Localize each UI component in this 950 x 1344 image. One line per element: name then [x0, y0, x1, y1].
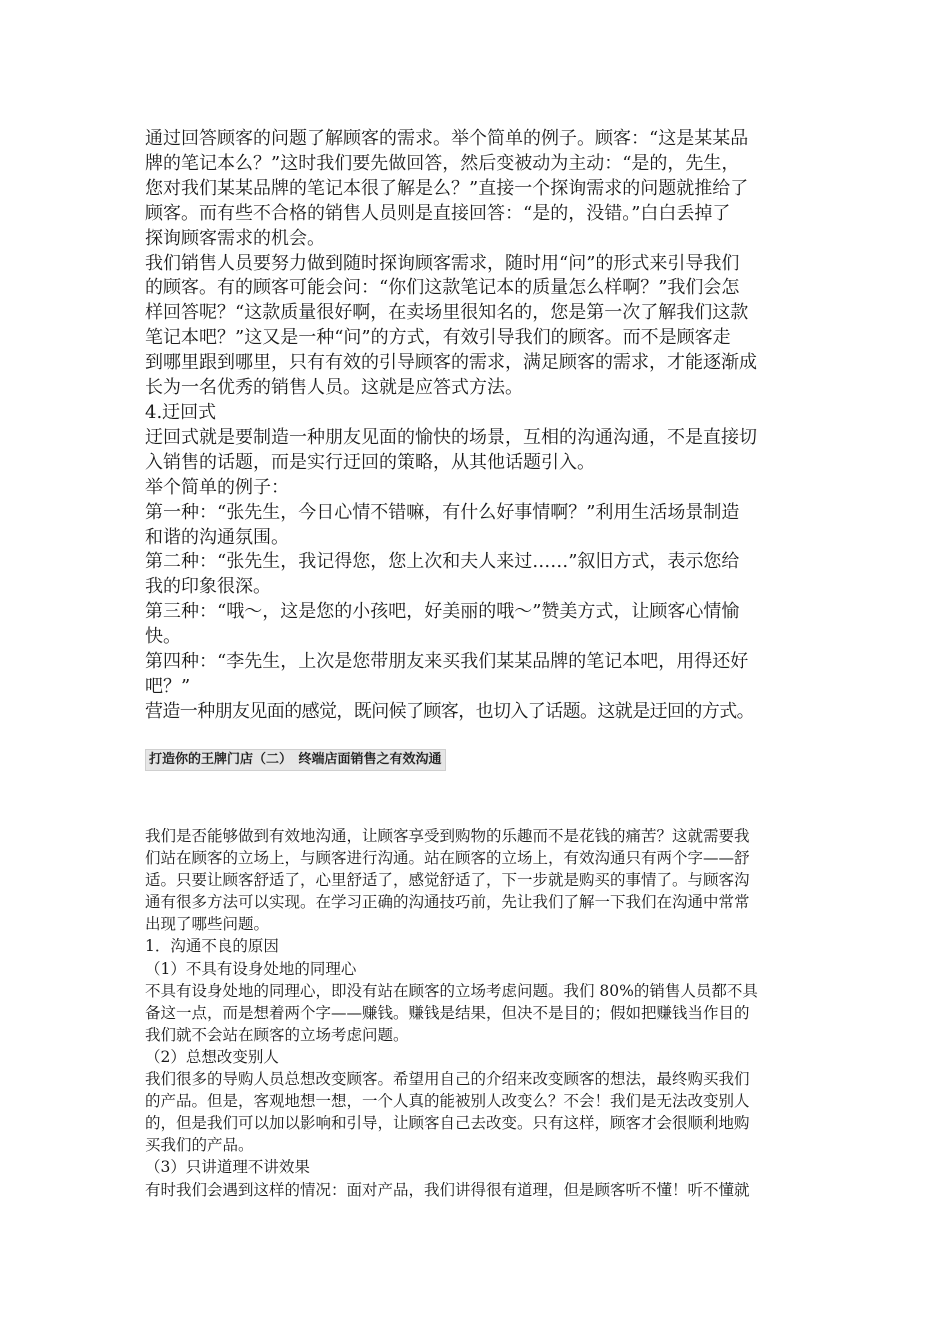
paragraph-line: 的产品。但是，客观地想一想，一个人真的能被别人改变么？不会！我们是无法改变别人 — [145, 1092, 750, 1111]
paragraph-line: 和谐的沟通氛围。 — [145, 526, 289, 548]
subsection-heading: （1）不具有设身处地的同理心 — [145, 959, 357, 978]
paragraph-line: 备这一点，而是想着两个字——赚钱。赚钱是结果，但决不是目的；假如把赚钱当作目的 — [145, 1003, 750, 1022]
paragraph-line: 牌的笔记本么？”这时我们要先做回答，然后变被动为主动：“是的，先生， — [145, 152, 740, 174]
paragraph-line: 的，但是我们可以加以影响和引导，让顾客自己去改变。只有这样，顾客才会很顺利地购 — [145, 1114, 750, 1133]
paragraph-line: 我们就不会站在顾客的立场考虑问题。 — [145, 1025, 409, 1044]
paragraph-line: 的顾客。有的顾客可能会问：“你们这款笔记本的质量怎么样啊？”我们会怎 — [145, 277, 740, 299]
paragraph-line: 快。 — [145, 626, 181, 648]
paragraph-line: 到哪里跟到哪里，只有有效的引导顾客的需求，满足顾客的需求，才能逐渐成 — [145, 352, 757, 374]
paragraph-line: 不具有设身处地的同理心，即没有站在顾客的立场考虑问题。我们 80%的销售人员都不具 — [145, 981, 758, 1000]
paragraph-line: 出现了哪些问题。 — [145, 915, 270, 934]
paragraph-line: 样回答呢？“这款质量很好啊，在卖场里很知名的，您是第一次了解我们这款 — [145, 302, 749, 324]
paragraph-line: 吧？” — [145, 675, 191, 697]
paragraph-line: 通有很多方法可以实现。在学习正确的沟通技巧前，先让我们了解一下我们在沟通中常常 — [145, 893, 750, 912]
section-heading: 1．沟通不良的原因 — [145, 937, 279, 956]
subsection-heading: （3）只讲道理不讲效果 — [145, 1158, 310, 1177]
subsection-heading: （2）总想改变别人 — [145, 1047, 279, 1066]
paragraph-line: 第三种：“哦～，这是您的小孩吧，好美丽的哦～”赞美方式，让顾客心情愉 — [145, 601, 740, 623]
paragraph-line: 入销售的话题，而是实行迂回的策略，从其他话题引入。 — [145, 451, 595, 473]
paragraph-line: 营造一种朋友见面的感觉，既问候了顾客，也切入了话题。这就是迂回的方式。 — [145, 700, 754, 722]
paragraph-line: 举个简单的例子： — [145, 476, 289, 498]
paragraph-line: 有时我们会遇到这样的情况：面对产品，我们讲得很有道理，但是顾客听不懂！听不懂就 — [145, 1180, 750, 1199]
paragraph-line: 探询顾客需求的机会。 — [145, 227, 325, 249]
article-body-part1 — [145, 127, 810, 725]
paragraph-line: 买我们的产品。 — [145, 1136, 254, 1155]
section-heading: 4.迂回式 — [145, 401, 217, 423]
paragraph-line: 我的印象很深。 — [145, 576, 271, 598]
paragraph-line: 顾客。而有些不合格的销售人员则是直接回答：“是的，没错。”白白丢掉了 — [145, 202, 731, 224]
paragraph-line: 我们销售人员要努力做到随时探询顾客需求，随时用“问”的形式来引导我们 — [145, 252, 740, 274]
paragraph-line: 长为一名优秀的销售人员。这就是应答式方法。 — [145, 377, 523, 399]
article-body-part2 — [145, 825, 810, 1201]
paragraph-line: 我们是否能够做到有效地沟通，让顾客享受到购物的乐趣而不是花钱的痛苦？这就需要我 — [145, 827, 750, 845]
paragraph-line: 们站在顾客的立场上，与顾客进行沟通。站在顾客的立场上，有效沟通只有两个字——舒 — [145, 849, 750, 868]
paragraph-line: 适。只要让顾客舒适了，心里舒适了，感觉舒适了，下一步就是购买的事情了。与顾客沟 — [145, 871, 750, 890]
paragraph-line: 通过回答顾客的问题了解顾客的需求。举个简单的例子。顾客：“这是某某品 — [145, 128, 749, 149]
paragraph-line: 迂回式就是要制造一种朋友见面的愉快的场景，互相的沟通沟通，不是直接切 — [145, 426, 757, 448]
paragraph-line: 您对我们某某品牌的笔记本很了解是么？”直接一个探询需求的问题就推给了 — [145, 177, 749, 199]
paragraph-line: 第四种：“李先生，上次是您带朋友来买我们某某品牌的笔记本吧，用得还好 — [145, 651, 749, 673]
article-title-banner: 打造你的王牌门店（二） 终端店面销售之有效沟通 — [145, 749, 446, 771]
paragraph-line: 第一种：“张先生，今日心情不错嘛，有什么好事情啊？”利用生活场景制造 — [145, 501, 740, 523]
paragraph-line: 我们很多的导购人员总想改变顾客。希望用自己的介绍来改变顾客的想法，最终购买我们 — [145, 1070, 750, 1089]
paragraph-line: 笔记本吧？”这又是一种“问”的方式，有效引导我们的顾客。而不是顾客走 — [145, 327, 731, 349]
paragraph-line: 第二种：“张先生，我记得您，您上次和夫人来过……”叙旧方式，表示您给 — [145, 551, 740, 573]
